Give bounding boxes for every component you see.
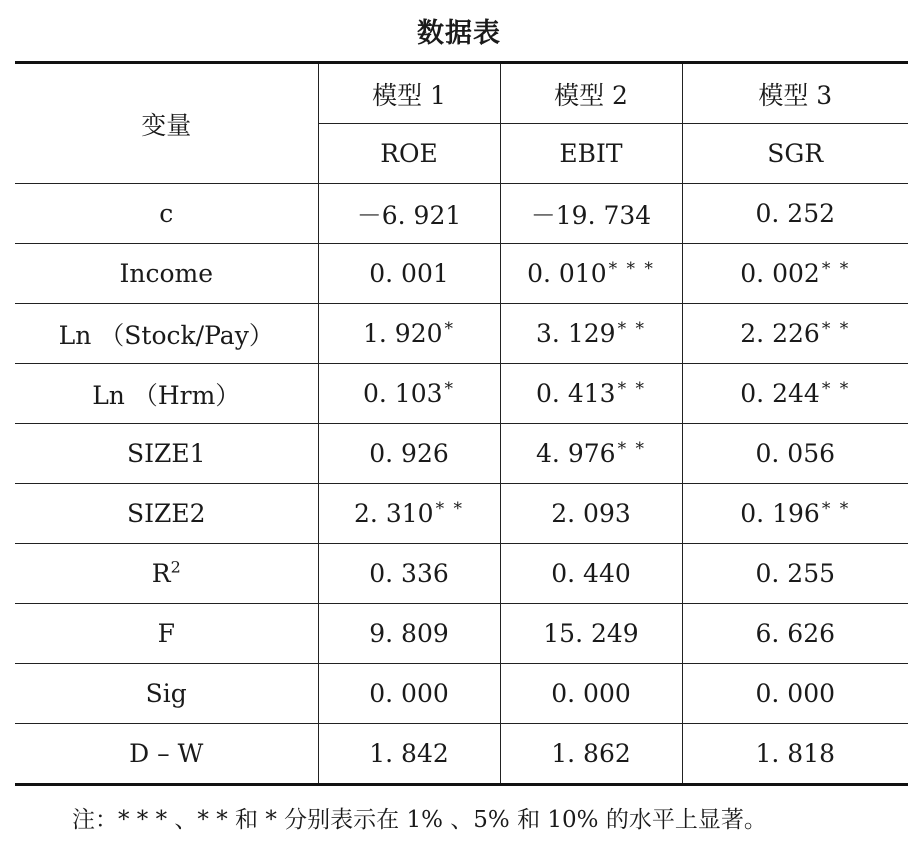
coefficient-value: 0. 252: [755, 199, 836, 228]
header-model-2: 模型 2: [500, 63, 682, 124]
coefficient-value: 1. 920: [362, 319, 443, 348]
coefficient-cell: [682, 184, 908, 244]
row-variable: [15, 184, 318, 244]
coefficient-value: 0. 000: [755, 679, 836, 708]
coefficient-value: 6. 626: [755, 619, 836, 648]
variable-label: Ln （Stock/Pay）: [58, 320, 274, 350]
coefficient-value: 15. 249: [543, 619, 639, 648]
coefficient-value: 1. 842: [369, 739, 449, 768]
coefficient-cell: [500, 664, 682, 724]
header-model-3: 模型 3: [682, 63, 908, 124]
table-row: [15, 244, 908, 304]
row-variable: [15, 364, 318, 424]
coefficient-value: 0. 244: [740, 379, 820, 408]
significance-stars: * *: [617, 379, 646, 399]
table-row: [15, 184, 908, 244]
coefficient-value: 0. 926: [369, 439, 449, 468]
significance-stars: * *: [821, 259, 851, 279]
table-row: [15, 424, 908, 484]
coefficient-value: 9. 809: [369, 619, 449, 648]
coefficient-cell: [682, 664, 908, 724]
coefficient-cell: [682, 544, 908, 604]
coefficient-cell: [318, 244, 500, 304]
coefficient-value: 0. 056: [755, 439, 836, 468]
variable-label: Sig: [145, 679, 187, 708]
coefficient-value: 0. 001: [369, 259, 449, 288]
coefficient-value: 1. 818: [755, 739, 836, 768]
coefficient-value: 0. 002: [740, 259, 820, 288]
table-title: 数据表: [417, 18, 501, 49]
row-variable: [15, 724, 318, 785]
significance-stars: * *: [617, 319, 646, 339]
coefficient-cell: [682, 244, 908, 304]
coefficient-cell: [682, 304, 908, 364]
coefficient-value: －6. 921: [356, 200, 462, 230]
table-row: [15, 664, 908, 724]
coefficient-cell: [682, 364, 908, 424]
coefficient-cell: [500, 184, 682, 244]
header-variable: 变量: [15, 63, 318, 184]
coefficient-value: 0. 103: [362, 379, 443, 408]
header-dependent-1: ROE: [318, 124, 500, 184]
coefficient-cell: [500, 364, 682, 424]
significance-stars: * * *: [608, 259, 655, 279]
coefficient-cell: [318, 544, 500, 604]
coefficient-value: 0. 336: [369, 559, 449, 588]
coefficient-cell: [500, 604, 682, 664]
table-row: [15, 544, 908, 604]
coefficient-cell: [318, 184, 500, 244]
coefficient-cell: [682, 604, 908, 664]
row-variable: [15, 244, 318, 304]
table-row: [15, 724, 908, 785]
coefficient-value: 3. 129: [536, 319, 616, 348]
coefficient-cell: [500, 484, 682, 544]
table-row: [15, 604, 908, 664]
table-note: 注：* * * 、* * 和 * 分别表示在 1% 、5% 和 10% 的水平上显著。: [72, 807, 767, 833]
coefficient-value: 2. 226: [740, 319, 820, 348]
coefficient-cell: [318, 664, 500, 724]
variable-label: F: [157, 619, 175, 648]
variable-label: c: [159, 199, 174, 228]
coefficient-value: －19. 734: [530, 200, 652, 230]
coefficient-value: 0. 010: [527, 259, 607, 288]
coefficient-value: 2. 093: [551, 499, 631, 528]
row-variable: [15, 544, 318, 604]
variable-label: D – W: [129, 739, 204, 768]
coefficient-value: 0. 000: [551, 679, 631, 708]
coefficient-value: 0. 440: [551, 559, 631, 588]
coefficient-cell: [500, 424, 682, 484]
row-variable: [15, 664, 318, 724]
coefficient-cell: [318, 724, 500, 785]
coefficient-value: 0. 255: [755, 559, 836, 588]
variable-superscript: 2: [170, 557, 181, 577]
coefficient-value: 1. 862: [551, 739, 631, 768]
header-dependent-3: SGR: [682, 124, 908, 184]
header-dependent-2: EBIT: [500, 124, 682, 184]
coefficient-cell: [318, 604, 500, 664]
coefficient-value: 0. 196: [740, 499, 820, 528]
row-variable: [15, 604, 318, 664]
significance-stars: * *: [821, 319, 851, 339]
significance-stars: * *: [821, 379, 851, 399]
significance-stars: * *: [435, 499, 464, 519]
row-variable: [15, 304, 318, 364]
regression-table: [15, 61, 908, 786]
significance-stars: *: [444, 319, 456, 339]
coefficient-cell: [682, 484, 908, 544]
table-row: [15, 364, 908, 424]
variable-label: SIZE2: [126, 499, 206, 528]
coefficient-cell: [500, 724, 682, 785]
variable-label: R: [151, 559, 171, 588]
significance-stars: *: [444, 379, 456, 399]
variable-label: Income: [119, 259, 214, 288]
coefficient-value: 2. 310: [354, 499, 434, 528]
header-model-1: 模型 1: [318, 63, 500, 124]
coefficient-value: 0. 000: [369, 679, 449, 708]
significance-stars: * *: [617, 439, 646, 459]
row-variable: [15, 484, 318, 544]
coefficient-cell: [682, 724, 908, 785]
coefficient-cell: [500, 244, 682, 304]
coefficient-cell: [318, 484, 500, 544]
coefficient-value: 4. 976: [536, 439, 616, 468]
coefficient-value: 0. 413: [536, 379, 616, 408]
significance-stars: * *: [821, 499, 851, 519]
variable-label: Ln （Hrm）: [92, 380, 241, 410]
coefficient-cell: [682, 424, 908, 484]
variable-label: SIZE1: [126, 439, 206, 468]
coefficient-cell: [318, 304, 500, 364]
table-row: [15, 484, 908, 544]
coefficient-cell: [318, 424, 500, 484]
coefficient-cell: [500, 544, 682, 604]
table-row: [15, 304, 908, 364]
row-variable: [15, 424, 318, 484]
coefficient-cell: [500, 304, 682, 364]
coefficient-cell: [318, 364, 500, 424]
